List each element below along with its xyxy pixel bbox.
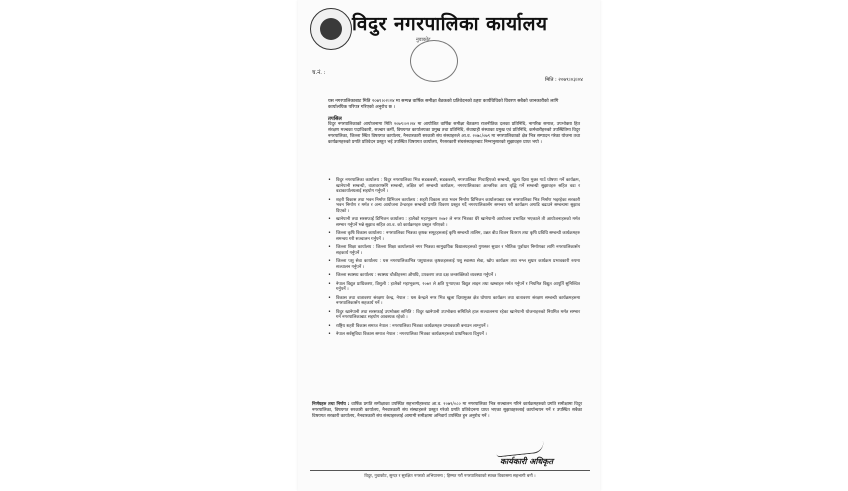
list-item: • खानेपानी तथा सरसफाई डिभिजन कार्यालय : हालैको महाभूकम्प २०७२ ले नगर भित्रका धेरै खानेपानी आयोजना प्रभावित भएकाले ती आयोजनाहरुको मर्मत सम्भार गर्नुपर्ने भन्ने सुझाव सहित आ.व. को कार्यक्रमहरु प्रस्तुत गरिएको । xyxy=(328,217,580,228)
list-item: • नेपाल विद्युत प्राधिकरण, त्रिशुली : हालैको महाभूकम्प, २०७२ ले क्षति पुऱ्याएका विद्युत लाइन तथा खम्बाहरु मर्मत गर्नुपर्ने र नियमित विद्युत आपूर्ति सुनिश्चित गर्नुपर्ने । xyxy=(328,282,580,293)
intro-paragraph: विदुर नगरपालिकाको आयोजनामा मिति २०७९।०२।२४ मा आयोजित वार्षिक समीक्षा बैठकमा राजनीतिक दलका प्रतिनिधि, नागरिक समाज, उपभोक्ता हित संरक्षण मञ्चका पदाधिकारी, सञ्चार कर्मी, विषयगत कार्यालयका प्रमुख तथा प्रतिनिधि, सेवाग्राही संस्थाका प्रमुख एवं प्रतिनिधि, कर्मचारीहरुको उपस्थितिमा विदुर नगरपालिका, जिल्ला स्थित विषयगत कार्यालय, नैनवारकारी सरकारी संघ संस्थाहरुले आ.व. २०७८/०७९ मा नगरपालिकाको क्षेत्र भित्र सम्पादन गरेका योजना तथा कार्यक्रमहरुको प्रगति प्रतिवेदन प्रस्तुत भई उपस्थित विषयगत कार्यालय, गैरसरकारी संघसंस्थाहरुबाट निम्नानुसारको सुझावहरु प्राप्त भयो । xyxy=(328,122,580,145)
conclusion-label: निर्णयहरु तथा निर्णय : xyxy=(312,402,350,407)
office-address: नुवाकोट xyxy=(416,37,431,43)
emblem-center xyxy=(320,18,342,40)
list-item: • जिल्ला पशु सेवा कार्यालय : यस नगरपालिकाभित्र पशुपालक कृषकहरुलाई पशु स्वास्थ्य सेवा, खोप कार्यक्रम तथा नश्ल सुधार कार्यक्रम प्रभावकारी रुपमा सञ्चालन गर्नुपर्ने । xyxy=(328,259,580,270)
footer-text: विदुर, नुवाकोट, सुन्दर र सुरक्षित नगरको अभियानमा ; हिम्मत गरौं नगरपालिकाको स्वच्छ विकासमा सहभागी बनौं । xyxy=(364,473,536,478)
list-item: • जिल्ला कृषि विकास कार्यालय : नगरपालिका भित्रका कृषक समूहहरुलाई कृषि सम्बन्धी तालिम, उन्नत बीउ बिजन वितरण तथा कृषि प्रविधि सम्बन्धी कार्यक्रमहरु समन्वय गरी सञ्चालन गर्नुपर्ने । xyxy=(328,231,580,242)
subject-paragraph: यस नगरपालिकाबाट मिति २०७९।०२।२४ मा सम्पन्न वार्षिक समीक्षा बैठकको प्रतिवेदनको ठहरा कार्यविधिको विवरण सबैको जानकारीको लागि कार्यालयिक परिपत्र गरिएको अनुरोध छ । xyxy=(328,99,559,111)
body-label: तपसिल xyxy=(328,116,342,122)
conclusion-block xyxy=(312,402,582,420)
conclusion-paragraph: वार्षिक प्रगति समीक्षाका उपस्थित सहभागीहरुबाट आ.व. २०७९/०८० मा नगरपालिका भित्र सञ्चालन गरिने कार्यक्रमहरुको प्रगति समीक्षामा विदुर नगरपालिका, विषयगत सरकारी कार्यालय, नैनवारकारी संघ संस्थाहरुले प्रस्तुत गरेको प्रगति प्रतिवेदनमा प्राप्त भएका सुझावहरुलाई कार्यान्वयन गर्ने र उपस्थित सबैका विषयगत सरकारी कार्यालय, नैनवारकारी संघ संस्थाहरुलाई आगामी समीक्षामा अनिवार्य उपस्थित हुन अनुरोध गर्ने । xyxy=(312,402,583,419)
list-item: • जिल्ला शिक्षा कार्यालय : जिल्ला शिक्षा कार्यालयले नगर भित्रका सामुदायिक विद्यालयहरुको गुणस्तर सुधार र भौतिक पूर्वाधार निर्माणका लागि नगरपालिकासँग सहकार्य गर्नुपर्ने । xyxy=(328,245,580,256)
government-emblem xyxy=(310,8,352,50)
list-item: • नेपाल सर्वसुविधा विकास समाज नेपाल : नगरपालिका भित्रका कार्यक्रमहरुको प्राथमिकता दिनुपर्ने । xyxy=(328,332,580,338)
reference-number: च.नं. : xyxy=(312,70,326,76)
list-item: • विदुर खानेपानी तथा सरसफाई उपभोक्ता समिति : विदुर खानेपानी उपभोक्ता समितिले हाल सञ्चालनमा रहेका खानेपानी योजनाहरुको नियमित मर्मत सम्भार गर्न नगरपालिकाबाट सहयोग आवश्यक रहेको । xyxy=(328,310,580,321)
list-item: • शहरी विकास तथा भवन निर्माण डिभिजन कार्यालय : शहरी विकास तथा भवन निर्माण डिभिजन कार्यालयबाट यस नगरपालिका भित्र निर्माण भइरहेका सरकारी भवन निर्माण र मर्मत र अन्य आयोजना टेन्डरहरु सम्बन्धी प्रगति विवरण प्रस्तुत गर्दै नगरपालिकासँग समन्वय गरी कार्यक्रम अगाडि बढाउने सम्बन्धमा सुझाव दिएको । xyxy=(328,198,580,215)
list-item: • राष्ट्रिय शहरी विकास समाज नेपाल : नगरपालिका भित्रका कार्यक्रमहरु प्रभावकारी बनाउन लाग्नुपर्ने । xyxy=(328,324,580,330)
suggestion-list xyxy=(328,178,580,340)
letter-date: मिति : २०७९।०३।०४ xyxy=(545,77,583,83)
list-item: • जिल्ला स्वास्थ्य कार्यालय : स्वास्थ्य चौकीहरुमा औषधि, उपकरण तथा दक्ष जनशक्तिको व्यवस्था गर्नुपर्ने । xyxy=(328,273,580,279)
office-title: विदुर नगरपालिका कार्यालय xyxy=(352,13,548,35)
office-stamp xyxy=(410,40,458,82)
list-item: • विकास तथा वातावरण संरक्षण केन्द्र, नेपाल : यस केन्द्रले नगर भित्र खुला दिशामुक्त क्षेत्र घोषणा कार्यक्रम तथा वातावरण संरक्षण सम्बन्धी कार्यक्रमहरुमा नगरपालिकासँग सहकार्य गर्ने । xyxy=(328,296,580,307)
list-item: • विदुर नगरपालिका कार्यालय : विदुर नगरपालिका भित्र सडकबत्ती, सडकबत्ती, नगरपालिका मिचाहिएको सम्बन्धी, खुला दिशा मुक्त गाउँ घोषणा गर्ने कार्यक्रम, खानेपानी सम्बन्धी, वातावरणसँगै सम्बन्धी, लक्षित वर्ग सम्बन्धी कार्यक्रम, नगरपालिकाका आन्तरिक आय वृद्धि गर्ने सम्बन्धी सुझावहरु सहित वडा र वडाकार्यालयलाई सहयोग गर्नुपर्ने । xyxy=(328,178,580,195)
signature-title: कार्यकारी अधिकृत xyxy=(500,457,554,466)
footer-divider xyxy=(310,470,590,471)
letter-page xyxy=(298,0,600,491)
